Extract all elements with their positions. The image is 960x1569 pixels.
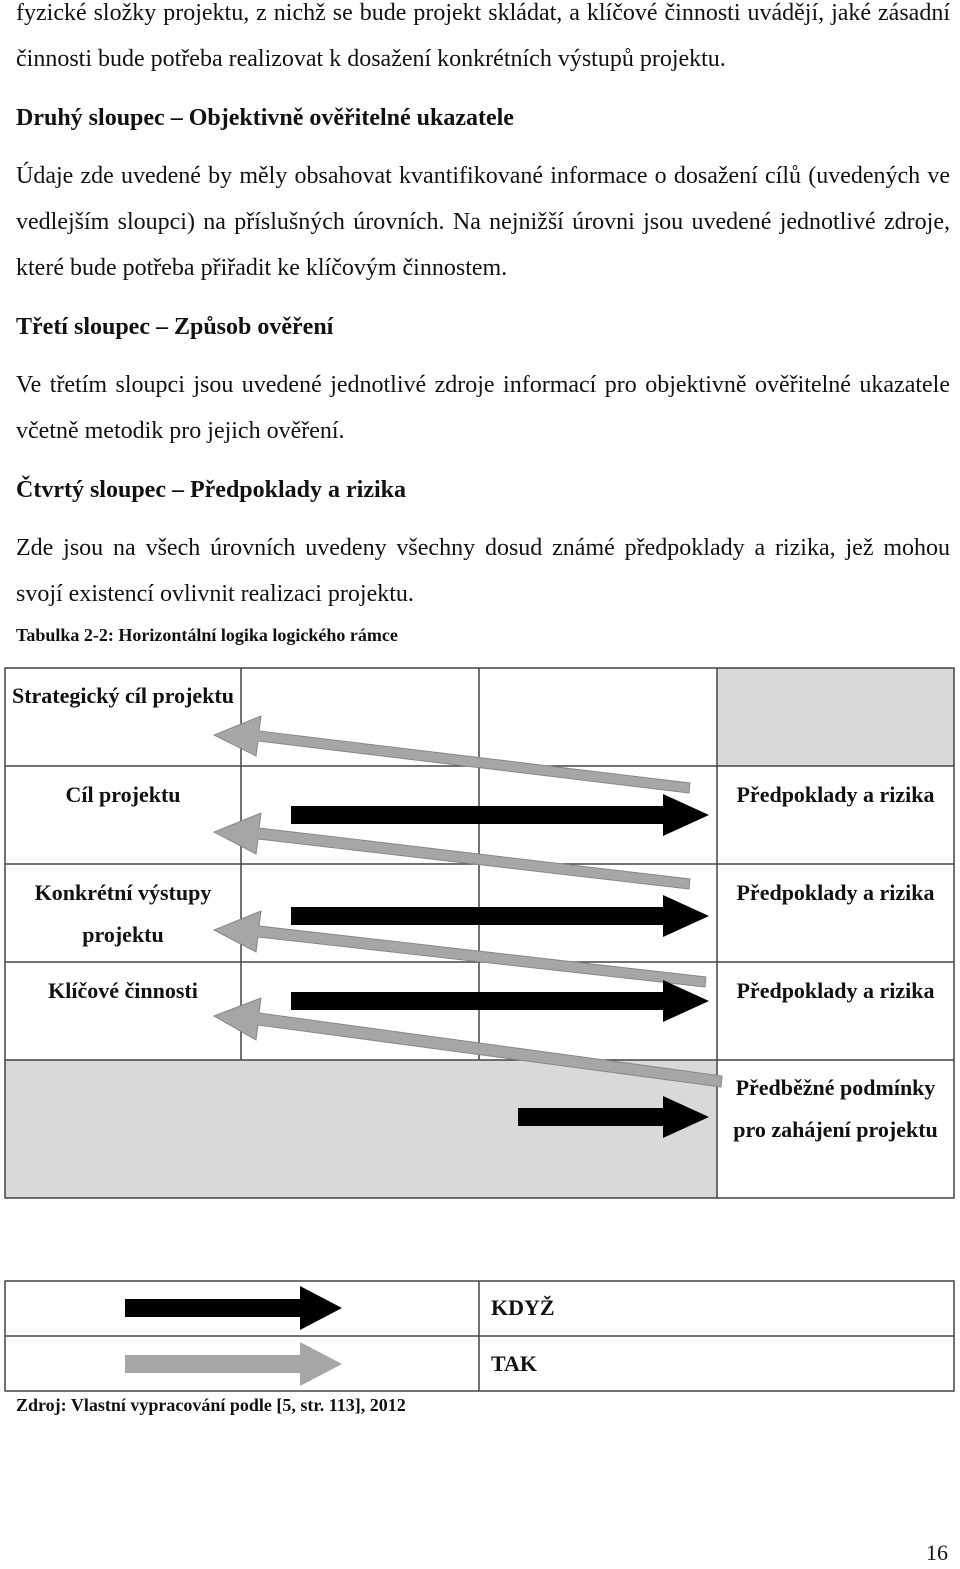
paragraph-fourth-column: Zde jsou na všech úrovních uvedeny všechny dosud známé předpoklady a rizika, jež mohou svojí existencí ovlivnit realizaci projektu. [16, 535, 950, 607]
paragraph-second-column: Údaje zde uvedené by měly obsahovat kvantifikované informace o dosažení cílů (uvedených ve vedlejším sloupci) na příslušných úrovních. Na nejnižší úrovni jsou uvedené jednotlivé zdroje, které bude potřeba přiřadit ke klíčovým činnostem. [16, 163, 950, 281]
cell-assumptions-goal: Předpoklady a rizika [736, 782, 935, 807]
cell-preconditions: Předběžné podmínky pro zahájení projektu [733, 1075, 938, 1142]
legend-then-label: TAK [491, 1351, 538, 1376]
gray-arrow-1 [214, 716, 690, 793]
paragraph-third-column: Ve třetím sloupci jsou uvedené jednotlivé zdroje informací pro objektivně ověřitelné ukazatele včetně metodik pro jejich ověření. [16, 372, 950, 444]
cell-assumptions-activities: Předpoklady a rizika [736, 978, 935, 1003]
cell-project-goal: Cíl projektu [65, 782, 181, 807]
gray-arrows [214, 716, 722, 1087]
black-arrow-1 [291, 794, 709, 836]
page-number: 16 [926, 1540, 948, 1565]
shaded-cell-bottom-left [5, 1060, 717, 1198]
legend-grid [5, 1281, 954, 1391]
cell-outputs: Konkrétní výstupy projektu [34, 880, 212, 947]
black-arrow-3 [291, 980, 709, 1022]
intro-paragraph: fyzické složky projektu, z nichž se bude projekt skládat, a klíčové činnosti uvádějí, jaké zásadní činnosti bude potřeba realizovat k dosažení konkrétních výstupů projektu. [16, 0, 950, 72]
shaded-cell-top-right [717, 668, 954, 766]
cell-strategic-goal: Strategický cíl projektu [11, 683, 234, 708]
source-note: Zdroj: Vlastní vypracování podle [5, str. 113], 2012 [16, 1395, 406, 1415]
cell-assumptions-outputs: Předpoklady a rizika [736, 880, 935, 905]
heading-fourth-column: Čtvrtý sloupec – Předpoklady a rizika [16, 477, 406, 503]
heading-third-column: Třetí sloupec – Způsob ověření [16, 314, 334, 340]
gray-arrow-2 [214, 813, 690, 889]
legend-if-label: KDYŽ [491, 1295, 555, 1320]
legend-black-arrow [125, 1286, 342, 1330]
cell-key-activities: Klíčové činnosti [48, 978, 198, 1003]
heading-second-column: Druhý sloupec – Objektivně ověřitelné ukazatele [16, 105, 514, 131]
black-arrow-2 [291, 895, 709, 937]
legend-gray-arrow [125, 1342, 342, 1386]
table-caption: Tabulka 2-2: Horizontální logika logického rámce [16, 625, 398, 645]
